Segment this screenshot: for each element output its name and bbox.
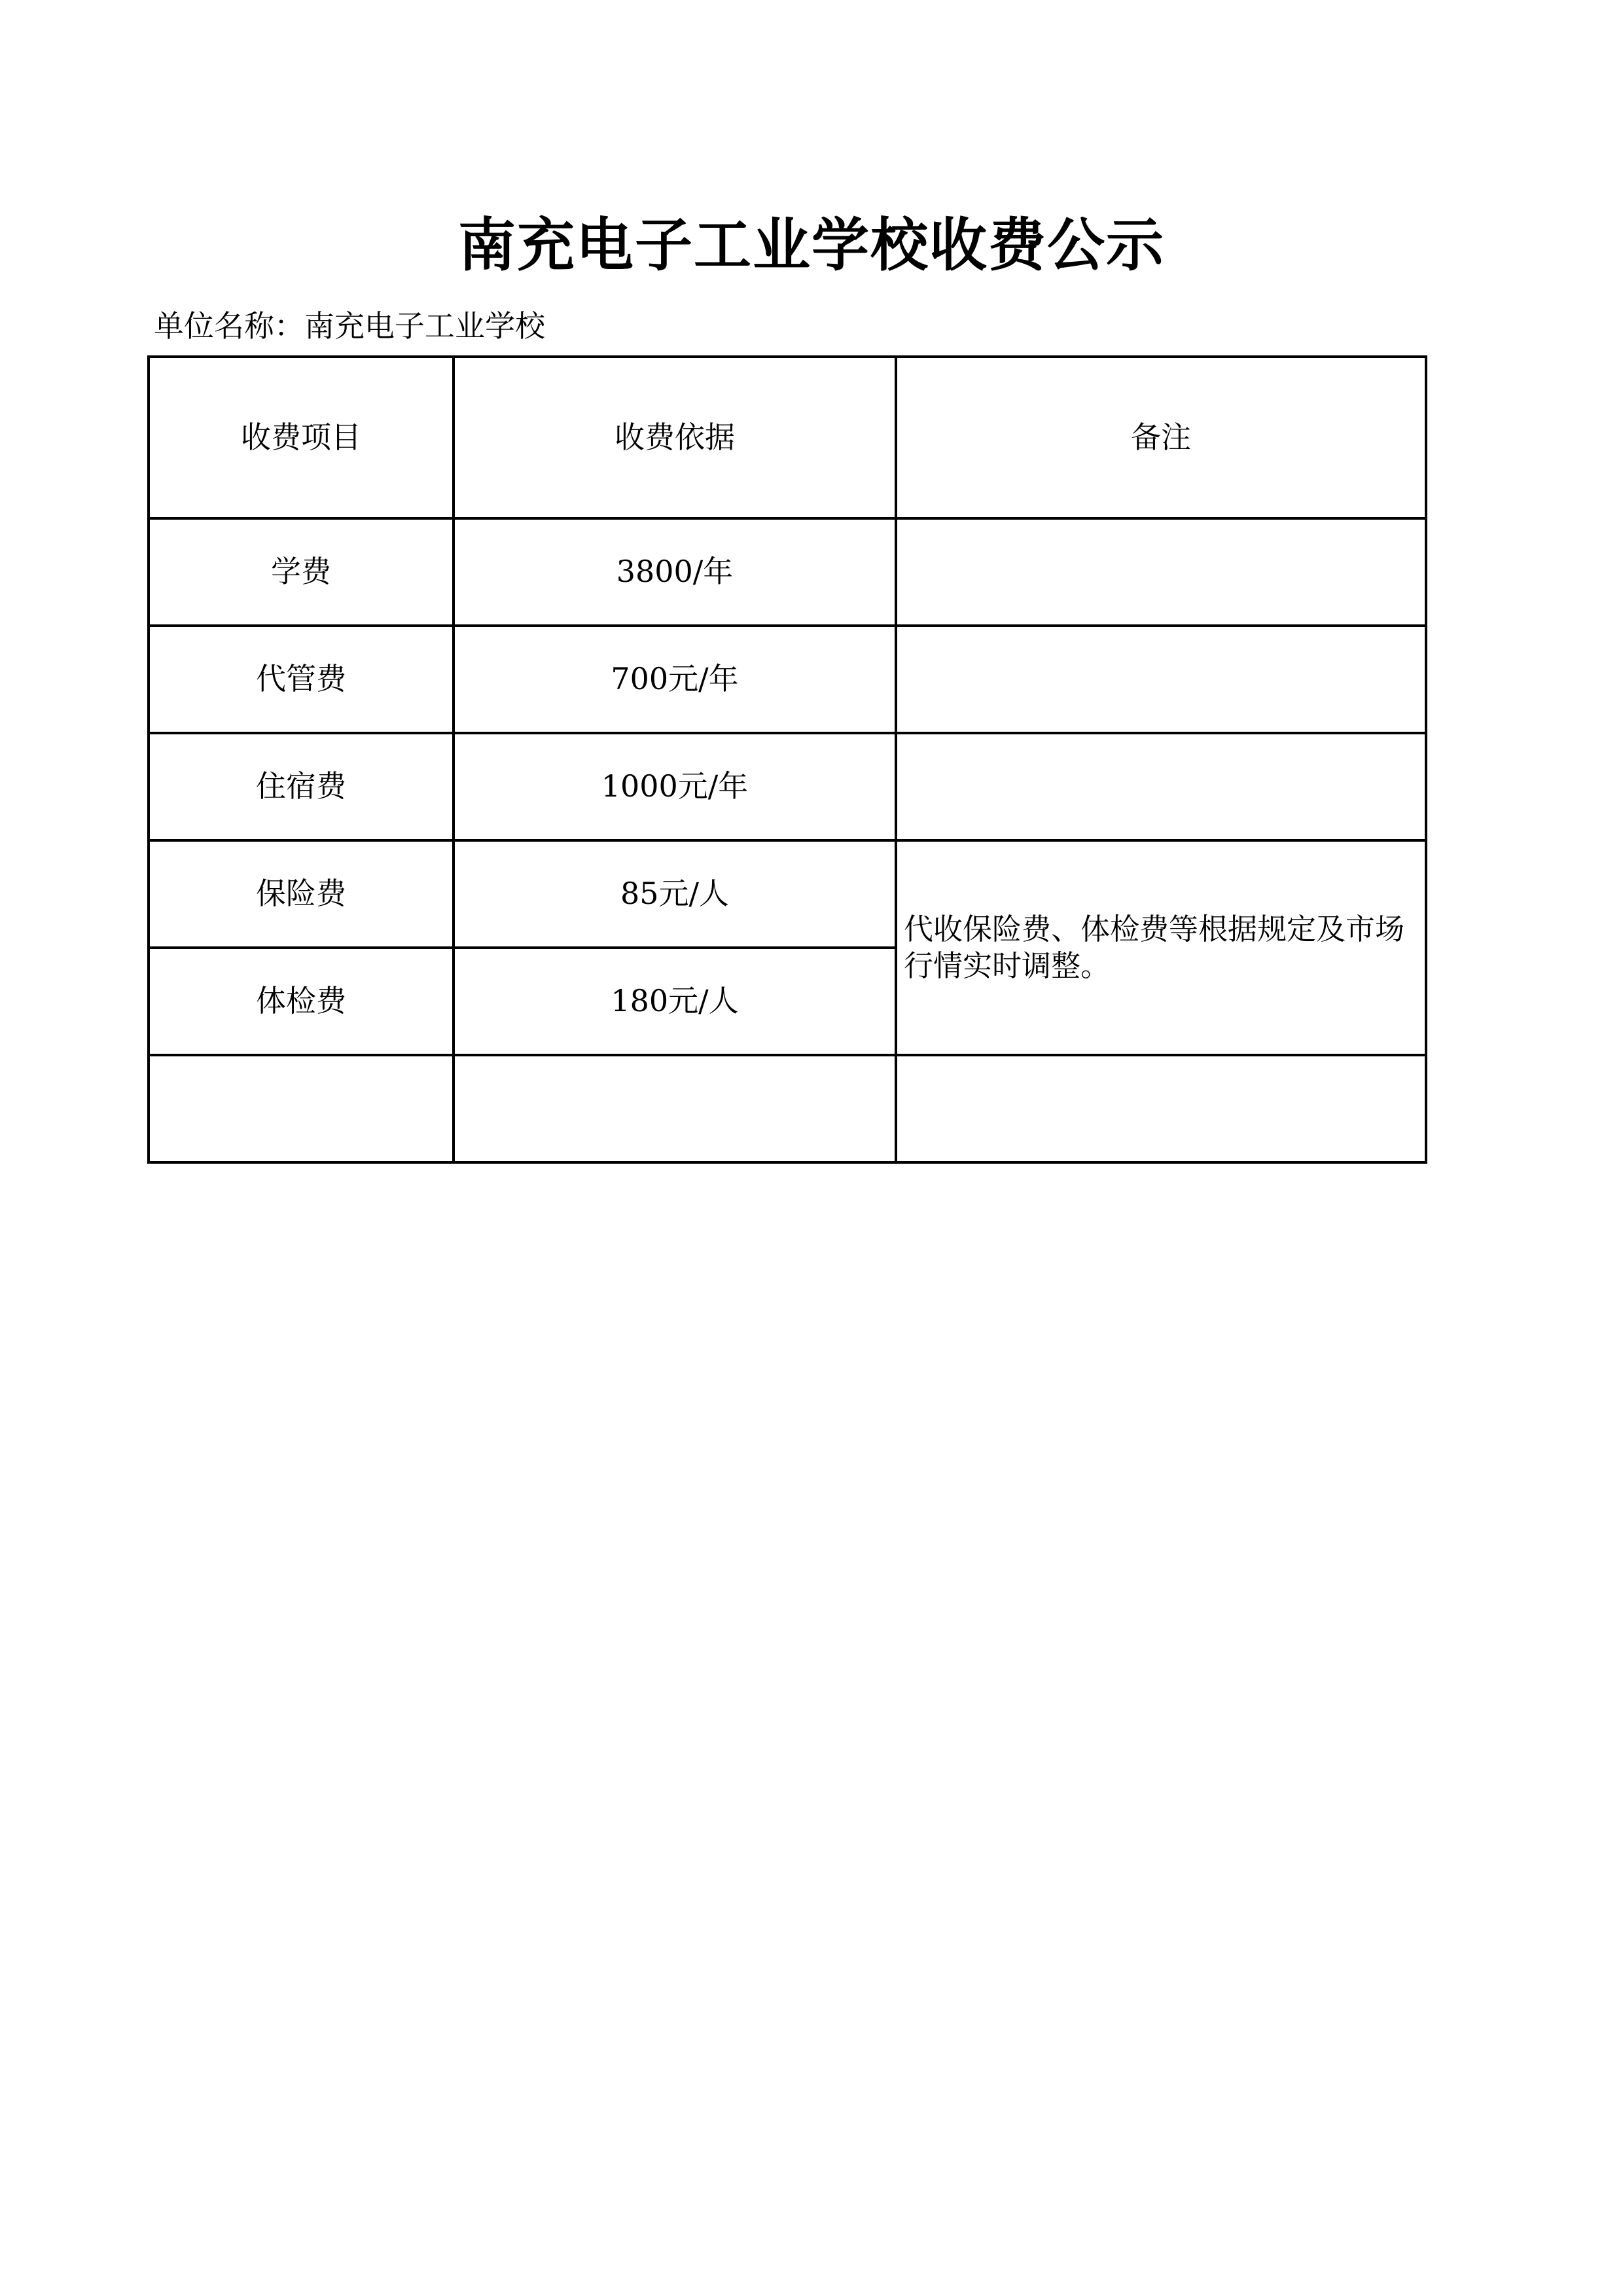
cell-item: 体检费 [149,948,454,1055]
cell-basis: 3800/年 [454,518,896,626]
cell-note [896,1055,1426,1162]
cell-note [896,733,1426,840]
header-cell-item: 收费项目 [149,357,454,518]
cell-item: 保险费 [149,840,454,948]
cell-basis: 1000元/年 [454,733,896,840]
cell-note [896,626,1426,733]
cell-basis: 180元/人 [454,948,896,1055]
table-row [149,1055,1426,1162]
cell-basis [454,1055,896,1162]
cell-item: 住宿费 [149,733,454,840]
fee-table [147,355,1427,1164]
unit-name-line: 单位名称：南充电子工业学校 [154,308,545,344]
cell-item [149,1055,454,1162]
table-row [149,840,1426,948]
cell-basis: 85元/人 [454,840,896,948]
table-row [149,518,1426,626]
cell-basis: 700元/年 [454,626,896,733]
table-row [149,733,1426,840]
cell-item: 学费 [149,518,454,626]
cell-note [896,518,1426,626]
table-row [149,626,1426,733]
cell-item: 代管费 [149,626,454,733]
header-cell-basis: 收费依据 [454,357,896,518]
page-title: 南充电子工业学校收费公示 [457,211,1165,279]
table-header-row [149,357,1426,518]
header-cell-note: 备注 [896,357,1426,518]
cell-merged-note: 代收保险费、体检费等根据规定及市场行情实时调整。 [896,840,1426,1055]
